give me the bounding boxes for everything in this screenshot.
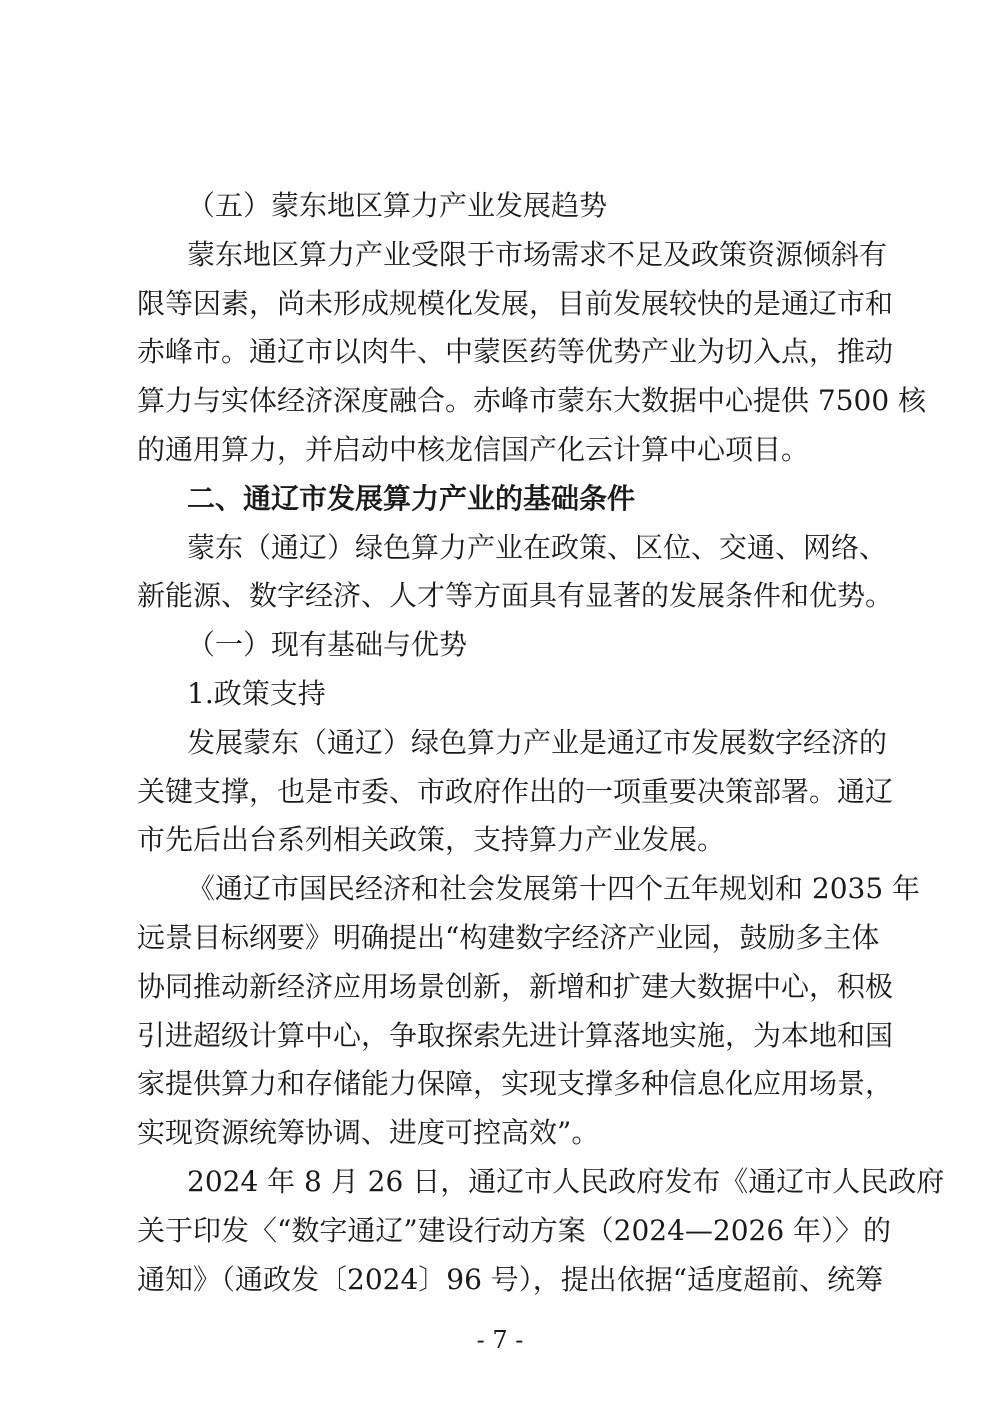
section-heading-five: （五）蒙东地区算力产业发展趋势 <box>187 189 608 222</box>
paragraph-line: 家提供算力和存储能力保障，实现支撑多种信息化应用场景， <box>137 1067 894 1101</box>
paragraph-line: 发展蒙东（通辽）绿色算力产业是通辽市发展数字经济的 <box>187 725 888 759</box>
paragraph-line: 的通用算力，并启动中核龙信国产化云计算中心项目。 <box>137 432 810 466</box>
paragraph-line: 关于印发〈“数字通辽”建设行动方案（2024—2026 年）〉的 <box>137 1213 892 1247</box>
paragraph-line: 蒙东地区算力产业受限于市场需求不足及政策资源倾斜有 <box>187 237 888 271</box>
paragraph-line: 市先后出台系列相关政策，支持算力产业发展。 <box>137 823 726 857</box>
paragraph-line: 《通辽市国民经济和社会发展第十四个五年规划和 2035 年 <box>187 872 921 906</box>
paragraph-line: 算力与实体经济深度融合。赤峰市蒙东大数据中心提供 7500 核 <box>137 384 927 418</box>
document-body <box>137 182 945 1304</box>
page-number: - 7 - <box>476 1326 524 1354</box>
paragraph-line: 远景目标纲要》明确提出“构建数字经济产业园，鼓励多主体 <box>137 920 880 954</box>
paragraph-line: 2024 年 8 月 26 日，通辽市人民政府发布《通辽市人民政府 <box>187 1164 945 1198</box>
paragraph-line: 关键支撑，也是市委、市政府作出的一项重要决策部署。通辽 <box>137 774 894 808</box>
section-heading-one: （一）现有基础与优势 <box>187 628 468 662</box>
paragraph-line: 实现资源统筹协调、进度可控高效”。 <box>137 1116 600 1150</box>
paragraph-line: 新能源、数字经济、人才等方面具有显著的发展条件和优势。 <box>137 579 894 613</box>
paragraph-line: 通知》（通政发〔2024〕96 号），提出依据“适度超前、统筹 <box>137 1262 884 1296</box>
paragraph-line: 限等因素，尚未形成规模化发展，目前发展较快的是通辽市和 <box>137 286 894 320</box>
paragraph-line: 引进超级计算中心，争取探索先进计算落地实施，为本地和国 <box>137 1018 894 1052</box>
paragraph-line: 协同推动新经济应用场景创新，新增和扩建大数据中心，积极 <box>137 969 894 1003</box>
paragraph-line: 赤峰市。通辽市以肉牛、中蒙医药等优势产业为切入点，推动 <box>137 335 894 369</box>
subsection-heading-policy: 1.政策支持 <box>187 676 326 710</box>
chapter-heading-two: 二、通辽市发展算力产业的基础条件 <box>187 481 636 515</box>
paragraph-line: 蒙东（通辽）绿色算力产业在政策、区位、交通、网络、 <box>187 530 888 564</box>
